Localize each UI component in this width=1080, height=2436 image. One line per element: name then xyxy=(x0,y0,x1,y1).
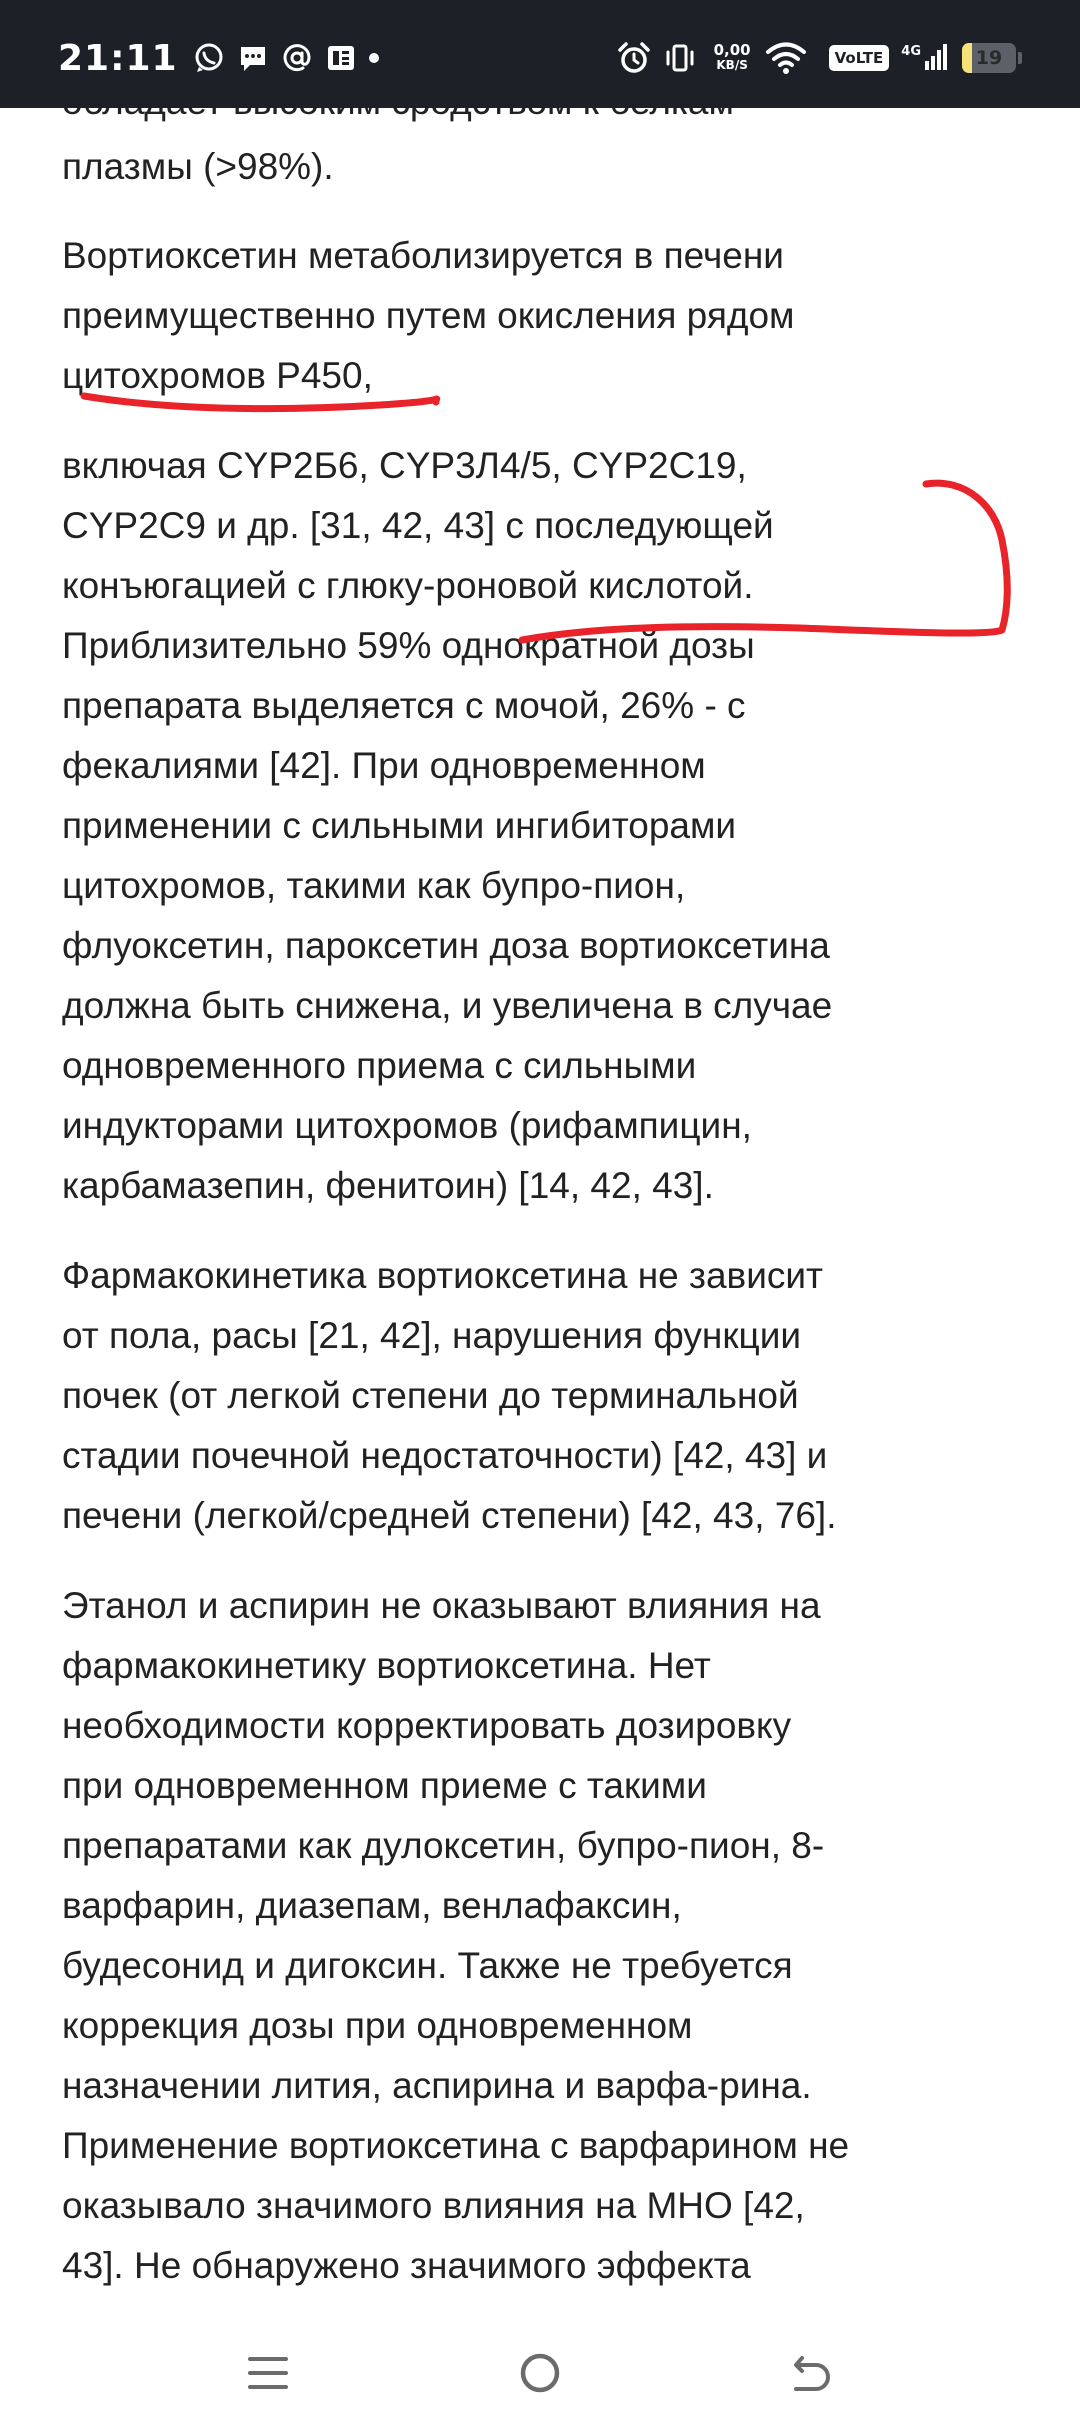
article-line: варфарин, диазепам, венлафаксин, xyxy=(62,1885,682,1926)
battery-icon xyxy=(962,43,1016,73)
battery-level: 19 xyxy=(975,47,1003,69)
article-line: будесонид и дигоксин. Также не требуется xyxy=(62,1945,793,1986)
network-speed xyxy=(714,43,751,73)
article-line: печени (легкой/средней степени) [42, 43, 76]. xyxy=(62,1495,837,1536)
wifi-icon xyxy=(765,41,807,75)
article-line: преимущественно путем окисления рядом xyxy=(62,295,795,336)
at-sign-icon xyxy=(280,41,314,75)
article-line: при одновременном приеме с такими xyxy=(62,1765,707,1806)
back-button[interactable] xyxy=(777,2338,847,2408)
article-line: плазмы (>98%). xyxy=(62,146,334,187)
article-line: Приблизительно 59% однократной дозы xyxy=(62,625,755,666)
volte-badge: VoLTE xyxy=(829,45,890,71)
article-line: Вортиоксетин метаболизируется в печени xyxy=(62,235,784,276)
clock: 21:11 xyxy=(58,37,178,79)
article-line: цитохромов, такими как бупро-пион, xyxy=(62,865,686,906)
article-line: коррекция дозы при одновременном xyxy=(62,2005,693,2046)
battery-fill xyxy=(962,43,972,73)
article-line: препарата выделяется с мочой, 26% - с xyxy=(62,685,746,726)
article-line: почек (от легкой степени до терминальной xyxy=(62,1375,799,1416)
alarm-icon xyxy=(616,40,652,76)
network-speed-unit: KB/S xyxy=(716,58,748,72)
article-line: назначении лития, аспирина и варфа-рина. xyxy=(62,2065,812,2106)
article-line: включая CYP2Б6, CYP3Л4/5, CYP2C19, xyxy=(62,445,747,486)
battery-tip xyxy=(1018,52,1022,64)
article-line: Фармакокинетика вортиоксетина не зависит xyxy=(62,1255,823,1296)
home-button[interactable] xyxy=(505,2338,575,2408)
status-bar xyxy=(0,0,1080,108)
article-line: применении с сильными ингибиторами xyxy=(62,805,737,846)
cellular-signal-icon xyxy=(924,41,948,76)
article-line: фармакокинетику вортиоксетина. Нет xyxy=(62,1645,711,1686)
chat-bubble-icon xyxy=(236,41,270,75)
vibrate-icon xyxy=(662,40,698,76)
article-line: карбамазепин, фенитоин) [14, 42, 43]. xyxy=(62,1165,714,1206)
article-line: препаратами как дулоксетин, бупро-пион, 8- xyxy=(62,1825,825,1866)
article-line: 43]. Не обнаружено значимого эффекта xyxy=(62,2245,751,2286)
menu-button[interactable] xyxy=(233,2338,303,2408)
article-line: необходимости корректировать дозировку xyxy=(62,1705,792,1746)
navigation-bar xyxy=(0,2310,1080,2436)
status-left xyxy=(58,34,390,82)
home-icon xyxy=(518,2351,562,2395)
article-line: индукторами цитохромов (рифампицин, xyxy=(62,1105,752,1146)
news-app-icon xyxy=(324,41,358,75)
article-line: должна быть снижена, и увеличена в случае xyxy=(62,985,833,1026)
article-line: Этанол и аспирин не оказывают влияния на xyxy=(62,1585,821,1626)
whatsapp-icon xyxy=(192,41,226,75)
article-line: CYP2C9 и др. [31, 42, 43] с последующей xyxy=(62,505,774,546)
network-speed-value: 0,00 xyxy=(713,41,751,59)
article-line: стадии почечной недостаточности) [42, 43] и xyxy=(62,1435,828,1476)
article-line: одновременного приема с сильными xyxy=(62,1045,697,1086)
article-line: Применение вортиоксетина с варфарином не xyxy=(62,2125,850,2166)
menu-icon xyxy=(246,2351,290,2395)
back-icon xyxy=(790,2351,834,2395)
article-line: фекалиями [42]. При одновременном xyxy=(62,745,706,786)
article-line: флуоксетин, пароксетин доза вортиоксетина xyxy=(62,925,830,966)
article-line: оказывало значимого влияния на МНО [42, xyxy=(62,2185,805,2226)
article-line: конъюгацией с глюку-роновой кислотой. xyxy=(62,565,754,606)
article-line: от пола, расы [21, 42], нарушения функции xyxy=(62,1315,802,1356)
cellular-signal xyxy=(901,41,948,76)
dot-icon xyxy=(368,52,380,64)
network-generation: 4G xyxy=(901,43,921,59)
status-right xyxy=(616,34,1022,82)
article-line: цитохромов Р450, xyxy=(62,355,373,396)
